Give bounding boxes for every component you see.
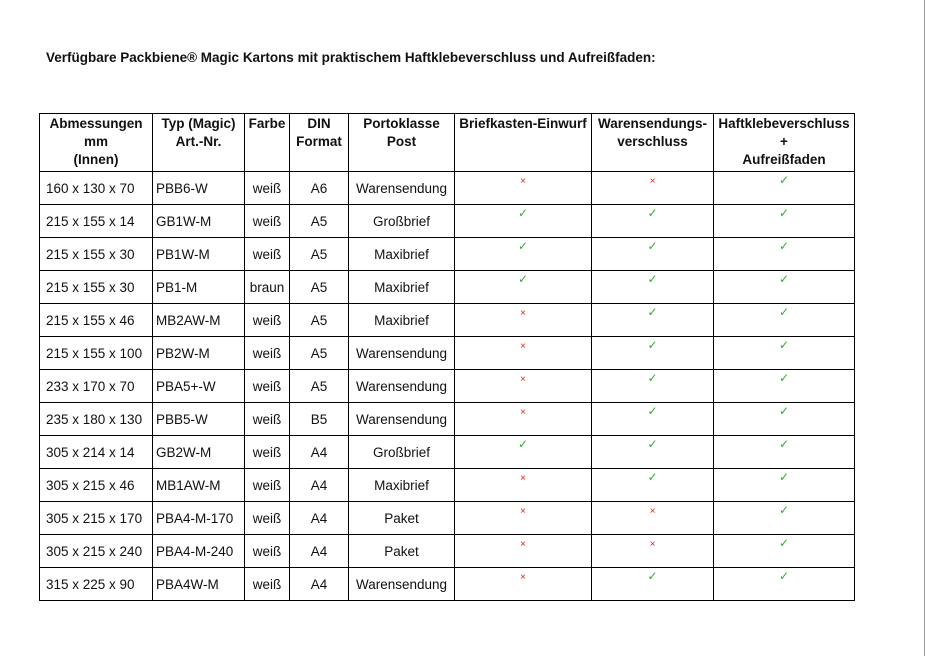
column-header-dimensions bbox=[40, 114, 153, 172]
cell-porto-class: Paket bbox=[349, 535, 455, 568]
check-icon: ✓ bbox=[778, 503, 790, 517]
column-header-color bbox=[245, 114, 290, 172]
cell-porto-class: Maxibrief bbox=[349, 304, 455, 337]
table-row bbox=[40, 304, 855, 337]
cross-icon: × bbox=[520, 539, 526, 550]
cell-letterbox bbox=[455, 568, 592, 601]
check-icon: ✓ bbox=[647, 470, 658, 484]
cross-icon: × bbox=[520, 473, 526, 484]
cell-goods-closure bbox=[592, 469, 714, 502]
cross-icon: × bbox=[520, 572, 526, 583]
cell-dimensions: 235 x 180 x 130 bbox=[40, 403, 153, 436]
cell-dimensions: 315 x 225 x 90 bbox=[40, 568, 153, 601]
cell-din-format: A5 bbox=[290, 271, 349, 304]
table-row bbox=[40, 238, 855, 271]
cell-letterbox bbox=[455, 337, 592, 370]
cell-color: weiß bbox=[245, 469, 290, 502]
cell-type: GB2W-M bbox=[153, 436, 245, 469]
cell-type: GB1W-M bbox=[153, 205, 245, 238]
cell-letterbox bbox=[455, 238, 592, 271]
cell-letterbox bbox=[455, 469, 592, 502]
cell-goods-closure bbox=[592, 238, 714, 271]
header-line: DIN bbox=[307, 116, 331, 131]
check-icon: ✓ bbox=[778, 371, 790, 385]
check-icon: ✓ bbox=[647, 239, 658, 253]
cell-din-format: A5 bbox=[290, 370, 349, 403]
cell-goods-closure bbox=[592, 271, 714, 304]
cell-din-format: A5 bbox=[290, 304, 349, 337]
column-header-type bbox=[153, 114, 245, 172]
cell-color: weiß bbox=[245, 436, 290, 469]
cell-color: weiß bbox=[245, 535, 290, 568]
cell-goods-closure bbox=[592, 436, 714, 469]
cell-dimensions: 305 x 215 x 170 bbox=[40, 502, 153, 535]
header-line: Aufreißfaden bbox=[742, 152, 826, 167]
check-icon: ✓ bbox=[778, 338, 790, 352]
cell-goods-closure bbox=[592, 568, 714, 601]
check-icon: ✓ bbox=[778, 404, 790, 418]
heading-prefix: Verfügbare bbox=[46, 50, 117, 65]
cell-porto-class: Maxibrief bbox=[349, 238, 455, 271]
header-line: mm bbox=[83, 134, 108, 149]
column-header-letterbox bbox=[455, 114, 592, 172]
cell-adhesive-closure bbox=[714, 271, 855, 304]
page-heading bbox=[46, 50, 656, 65]
cell-porto-class: Maxibrief bbox=[349, 271, 455, 304]
cell-color: weiß bbox=[245, 403, 290, 436]
cell-din-format: A5 bbox=[290, 238, 349, 271]
cell-porto-class: Warensendung bbox=[349, 568, 455, 601]
header-line: Art.-Nr. bbox=[175, 134, 222, 149]
cell-dimensions: 215 x 155 x 30 bbox=[40, 238, 153, 271]
cell-porto-class: Warensendung bbox=[349, 337, 455, 370]
cell-letterbox bbox=[455, 205, 592, 238]
table-row bbox=[40, 436, 855, 469]
cell-letterbox bbox=[455, 535, 592, 568]
cross-icon: × bbox=[520, 308, 526, 319]
cell-dimensions: 215 x 155 x 14 bbox=[40, 205, 153, 238]
heading-brand: Packbiene® Magic bbox=[120, 50, 240, 65]
cell-goods-closure bbox=[592, 502, 714, 535]
table-row bbox=[40, 535, 855, 568]
table-row bbox=[40, 337, 855, 370]
cell-type: PB1W-M bbox=[153, 238, 245, 271]
cell-goods-closure bbox=[592, 403, 714, 436]
cell-adhesive-closure bbox=[714, 370, 855, 403]
cell-din-format: A6 bbox=[290, 172, 349, 205]
table-row bbox=[40, 271, 855, 304]
cell-type: PBB6-W bbox=[153, 172, 245, 205]
cross-icon: × bbox=[520, 176, 526, 187]
cell-porto-class: Maxibrief bbox=[349, 469, 455, 502]
cell-din-format: A5 bbox=[290, 337, 349, 370]
cell-color: weiß bbox=[245, 205, 290, 238]
cell-adhesive-closure bbox=[714, 436, 855, 469]
cell-adhesive-closure bbox=[714, 205, 855, 238]
check-icon: ✓ bbox=[647, 338, 658, 352]
header-line: Portoklasse bbox=[363, 116, 440, 131]
cell-letterbox bbox=[455, 172, 592, 205]
check-icon: ✓ bbox=[517, 272, 529, 286]
cell-dimensions: 305 x 215 x 240 bbox=[40, 535, 153, 568]
cross-icon: × bbox=[649, 176, 656, 187]
cell-letterbox bbox=[455, 370, 592, 403]
cell-type: MB1AW-M bbox=[153, 469, 245, 502]
cell-adhesive-closure bbox=[714, 238, 855, 271]
check-icon: ✓ bbox=[647, 206, 658, 220]
cell-dimensions: 215 x 155 x 30 bbox=[40, 271, 153, 304]
cell-goods-closure bbox=[592, 205, 714, 238]
header-line: verschluss bbox=[617, 134, 688, 149]
header-line: Farbe bbox=[248, 116, 286, 131]
check-icon: ✓ bbox=[517, 437, 529, 451]
header-line: + bbox=[780, 134, 788, 149]
cell-din-format: A4 bbox=[290, 535, 349, 568]
cell-letterbox bbox=[455, 403, 592, 436]
cell-porto-class: Warensendung bbox=[349, 403, 455, 436]
check-icon: ✓ bbox=[517, 206, 529, 220]
cell-goods-closure bbox=[592, 337, 714, 370]
cell-porto-class: Großbrief bbox=[349, 436, 455, 469]
column-header-din bbox=[290, 114, 349, 172]
cell-color: weiß bbox=[245, 502, 290, 535]
cell-type: PBB5-W bbox=[153, 403, 245, 436]
header-line: Abmessungen bbox=[49, 116, 143, 131]
cell-type: PBA4-M-240 bbox=[153, 535, 245, 568]
cross-icon: × bbox=[649, 539, 656, 550]
header-line: (Innen) bbox=[73, 152, 119, 167]
cell-porto-class: Großbrief bbox=[349, 205, 455, 238]
cell-color: weiß bbox=[245, 238, 290, 271]
check-icon: ✓ bbox=[647, 437, 658, 451]
cell-din-format: A4 bbox=[290, 502, 349, 535]
cell-adhesive-closure bbox=[714, 502, 855, 535]
check-icon: ✓ bbox=[778, 206, 790, 220]
cell-dimensions: 215 x 155 x 100 bbox=[40, 337, 153, 370]
check-icon: ✓ bbox=[647, 305, 658, 319]
check-icon: ✓ bbox=[778, 470, 790, 484]
cell-adhesive-closure bbox=[714, 403, 855, 436]
cell-dimensions: 305 x 215 x 46 bbox=[40, 469, 153, 502]
cross-icon: × bbox=[520, 407, 526, 418]
cell-porto-class: Warensendung bbox=[349, 172, 455, 205]
header-line: Haftklebeverschluss bbox=[718, 116, 850, 131]
cell-adhesive-closure bbox=[714, 469, 855, 502]
check-icon: ✓ bbox=[778, 305, 790, 319]
column-header-porto bbox=[349, 114, 455, 172]
header-line: Briefkasten-Einwurf bbox=[459, 116, 587, 131]
check-icon: ✓ bbox=[778, 173, 790, 187]
check-icon: ✓ bbox=[647, 569, 658, 583]
cell-goods-closure bbox=[592, 535, 714, 568]
cell-type: PBA5+-W bbox=[153, 370, 245, 403]
table-row bbox=[40, 370, 855, 403]
heading-rest: Kartons mit praktischem Haftklebeverschluss und Aufreißfaden: bbox=[242, 50, 656, 65]
cell-letterbox bbox=[455, 436, 592, 469]
header-line: Warensendungs- bbox=[597, 116, 707, 131]
cell-color: braun bbox=[245, 271, 290, 304]
header-line: Format bbox=[296, 134, 342, 149]
cross-icon: × bbox=[520, 374, 526, 385]
cell-dimensions: 233 x 170 x 70 bbox=[40, 370, 153, 403]
cross-icon: × bbox=[520, 506, 526, 517]
check-icon: ✓ bbox=[778, 569, 790, 583]
product-table bbox=[39, 113, 855, 601]
table-row bbox=[40, 205, 855, 238]
table-row bbox=[40, 172, 855, 205]
cell-adhesive-closure bbox=[714, 304, 855, 337]
cell-type: MB2AW-M bbox=[153, 304, 245, 337]
cell-din-format: A4 bbox=[290, 469, 349, 502]
cell-color: weiß bbox=[245, 568, 290, 601]
table-row bbox=[40, 502, 855, 535]
cell-din-format: B5 bbox=[290, 403, 349, 436]
cell-din-format: A5 bbox=[290, 205, 349, 238]
cell-din-format: A4 bbox=[290, 436, 349, 469]
cell-adhesive-closure bbox=[714, 535, 855, 568]
check-icon: ✓ bbox=[647, 371, 658, 385]
check-icon: ✓ bbox=[778, 536, 790, 550]
table-row bbox=[40, 469, 855, 502]
table-body bbox=[40, 172, 855, 601]
check-icon: ✓ bbox=[647, 404, 658, 418]
cell-dimensions: 160 x 130 x 70 bbox=[40, 172, 153, 205]
check-icon: ✓ bbox=[517, 239, 529, 253]
cell-color: weiß bbox=[245, 370, 290, 403]
cell-goods-closure bbox=[592, 370, 714, 403]
cross-icon: × bbox=[649, 506, 656, 517]
cell-color: weiß bbox=[245, 304, 290, 337]
header-line: Typ (Magic) bbox=[161, 116, 236, 131]
check-icon: ✓ bbox=[778, 239, 790, 253]
cell-goods-closure bbox=[592, 304, 714, 337]
cell-adhesive-closure bbox=[714, 337, 855, 370]
cell-letterbox bbox=[455, 304, 592, 337]
check-icon: ✓ bbox=[778, 437, 790, 451]
cell-type: PB2W-M bbox=[153, 337, 245, 370]
cell-porto-class: Paket bbox=[349, 502, 455, 535]
cell-color: weiß bbox=[245, 172, 290, 205]
cell-type: PBA4W-M bbox=[153, 568, 245, 601]
column-header-goods bbox=[592, 114, 714, 172]
table-row bbox=[40, 568, 855, 601]
cell-dimensions: 215 x 155 x 46 bbox=[40, 304, 153, 337]
cell-type: PB1-M bbox=[153, 271, 245, 304]
cell-letterbox bbox=[455, 271, 592, 304]
header-line: Post bbox=[386, 134, 417, 149]
check-icon: ✓ bbox=[647, 272, 658, 286]
cell-letterbox bbox=[455, 502, 592, 535]
cell-adhesive-closure bbox=[714, 568, 855, 601]
cell-type: PBA4-M-170 bbox=[153, 502, 245, 535]
check-icon: ✓ bbox=[778, 272, 790, 286]
column-header-adhesive bbox=[714, 114, 855, 172]
cell-din-format: A4 bbox=[290, 568, 349, 601]
cell-color: weiß bbox=[245, 337, 290, 370]
cell-goods-closure bbox=[592, 172, 714, 205]
table-header-row bbox=[40, 114, 855, 172]
table-row bbox=[40, 403, 855, 436]
cell-porto-class: Warensendung bbox=[349, 370, 455, 403]
cross-icon: × bbox=[520, 341, 526, 352]
cell-adhesive-closure bbox=[714, 172, 855, 205]
cell-dimensions: 305 x 214 x 14 bbox=[40, 436, 153, 469]
